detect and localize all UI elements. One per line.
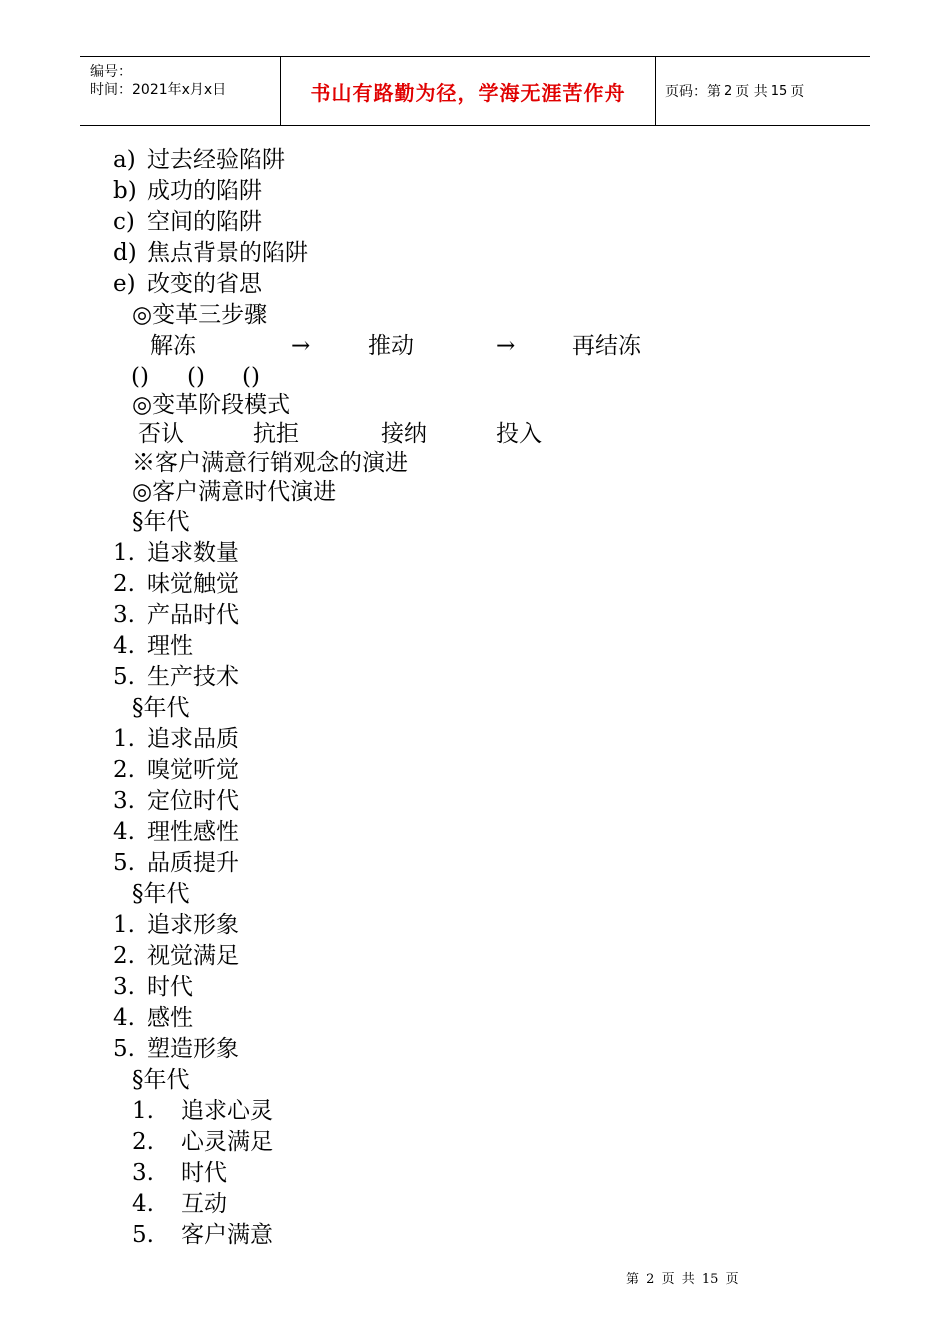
list-marker: e) xyxy=(113,271,136,297)
list-item xyxy=(113,600,239,631)
list-item xyxy=(113,817,239,848)
time-label: 时间：2021年x月x日 xyxy=(90,82,227,98)
arrow-icon: → xyxy=(496,333,516,359)
list-text: 时代 xyxy=(181,1160,227,1186)
section-title: ◎变革三步骤 xyxy=(132,302,268,328)
section-title: ◎变革阶段模式 xyxy=(132,392,291,418)
list-text: 追求心灵 xyxy=(181,1098,273,1124)
list-marker: 2. xyxy=(132,1129,154,1155)
list-text: 过去经验陷阱 xyxy=(147,147,285,173)
list-marker: 3. xyxy=(132,1160,154,1186)
era-heading: §年代 xyxy=(132,881,190,907)
list-item xyxy=(132,1127,273,1158)
era-heading: §年代 xyxy=(132,509,190,535)
section-title: ◎客户满意时代演进 xyxy=(132,479,337,505)
list-text: 生产技术 xyxy=(147,664,239,690)
list-marker: 5. xyxy=(113,664,135,690)
list-item xyxy=(113,755,239,786)
list-item xyxy=(113,662,239,693)
list-text: 味觉触觉 xyxy=(147,571,239,597)
list-marker: b) xyxy=(113,178,137,204)
list-item xyxy=(113,538,239,569)
list-item xyxy=(113,1034,239,1065)
era-heading: §年代 xyxy=(132,1067,190,1093)
list-item xyxy=(113,786,239,817)
section-title: ※客户满意行销观念的演进 xyxy=(132,450,408,476)
list-text: 成功的陷阱 xyxy=(147,178,262,204)
list-text: 理性 xyxy=(147,633,193,659)
page-header xyxy=(80,56,870,126)
paren-blank: () xyxy=(187,364,205,390)
step-label: 解冻 xyxy=(150,333,196,359)
list-marker: 4. xyxy=(113,633,135,659)
page-footer xyxy=(626,1268,739,1287)
list-text: 感性 xyxy=(147,1005,193,1031)
list-marker: 1. xyxy=(113,726,135,752)
page-prefix: 页码：第 xyxy=(665,84,721,100)
list-text: 视觉满足 xyxy=(147,943,239,969)
list-item xyxy=(113,207,262,238)
list-text: 定位时代 xyxy=(147,788,239,814)
list-marker: 1. xyxy=(113,912,135,938)
number-label: 编号： xyxy=(90,64,132,80)
page-suffix: 页 xyxy=(790,84,805,100)
list-marker: 1. xyxy=(132,1098,154,1124)
stage-label: 否认 xyxy=(138,421,184,447)
list-text: 空间的陷阱 xyxy=(147,209,262,235)
list-text: 互动 xyxy=(181,1191,227,1217)
page-number: 2 xyxy=(724,83,733,99)
list-text: 追求数量 xyxy=(147,540,239,566)
list-text: 嗅觉听觉 xyxy=(147,757,239,783)
list-marker: a) xyxy=(113,147,136,173)
list-marker: 5. xyxy=(113,850,135,876)
step-label: 再结冻 xyxy=(572,333,641,359)
list-item xyxy=(113,269,262,300)
list-marker: 3. xyxy=(113,788,135,814)
footer-total: 15 xyxy=(701,1272,719,1287)
era-heading: §年代 xyxy=(132,695,190,721)
list-item xyxy=(113,238,308,269)
list-marker: 1. xyxy=(113,540,135,566)
list-item xyxy=(113,848,239,879)
list-item xyxy=(113,724,239,755)
page-total: 15 xyxy=(770,83,788,99)
stage-label: 投入 xyxy=(496,421,542,447)
list-item xyxy=(113,941,239,972)
list-marker: 4. xyxy=(113,819,135,845)
footer-text: 页 xyxy=(661,1272,675,1287)
list-item xyxy=(113,631,193,662)
list-marker: 5. xyxy=(113,1036,135,1062)
stage-label: 接纳 xyxy=(381,421,427,447)
header-meta xyxy=(80,57,280,125)
list-marker: c) xyxy=(113,209,135,235)
footer-text: 第 xyxy=(626,1272,640,1287)
arrow-icon: → xyxy=(291,333,311,359)
stage-label: 抗拒 xyxy=(253,421,299,447)
list-text: 品质提升 xyxy=(147,850,239,876)
paren-blank: () xyxy=(131,364,149,390)
list-item xyxy=(113,910,239,941)
list-marker: 4. xyxy=(132,1191,154,1217)
list-marker: d) xyxy=(113,240,137,266)
list-item xyxy=(113,972,193,1003)
list-item xyxy=(113,176,262,207)
list-text: 理性感性 xyxy=(147,819,239,845)
list-item xyxy=(113,1003,193,1034)
list-text: 产品时代 xyxy=(147,602,239,628)
list-marker: 4. xyxy=(113,1005,135,1031)
list-marker: 2. xyxy=(113,571,135,597)
list-item xyxy=(113,569,239,600)
list-item xyxy=(113,145,285,176)
step-label: 推动 xyxy=(368,333,414,359)
footer-text: 页 xyxy=(725,1272,739,1287)
list-marker: 3. xyxy=(113,974,135,1000)
header-motto: 书山有路勤为径，学海无涯苦作舟 xyxy=(280,57,656,125)
list-text: 追求形象 xyxy=(147,912,239,938)
list-text: 塑造形象 xyxy=(147,1036,239,1062)
footer-text: 共 xyxy=(681,1272,695,1287)
list-text: 焦点背景的陷阱 xyxy=(147,240,308,266)
header-page-info xyxy=(655,57,870,125)
list-item xyxy=(132,1189,227,1220)
page-mid: 页 共 xyxy=(735,84,768,100)
list-marker: 2. xyxy=(113,943,135,969)
list-text: 心灵满足 xyxy=(181,1129,273,1155)
footer-page: 2 xyxy=(646,1272,655,1287)
paren-blank: () xyxy=(242,364,260,390)
list-text: 改变的省思 xyxy=(147,271,262,297)
list-item xyxy=(132,1220,273,1251)
list-text: 追求品质 xyxy=(147,726,239,752)
list-text: 客户满意 xyxy=(181,1222,273,1248)
list-item xyxy=(132,1096,273,1127)
list-item xyxy=(132,1158,227,1189)
list-marker: 3. xyxy=(113,602,135,628)
list-marker: 2. xyxy=(113,757,135,783)
list-text: 时代 xyxy=(147,974,193,1000)
list-marker: 5. xyxy=(132,1222,154,1248)
